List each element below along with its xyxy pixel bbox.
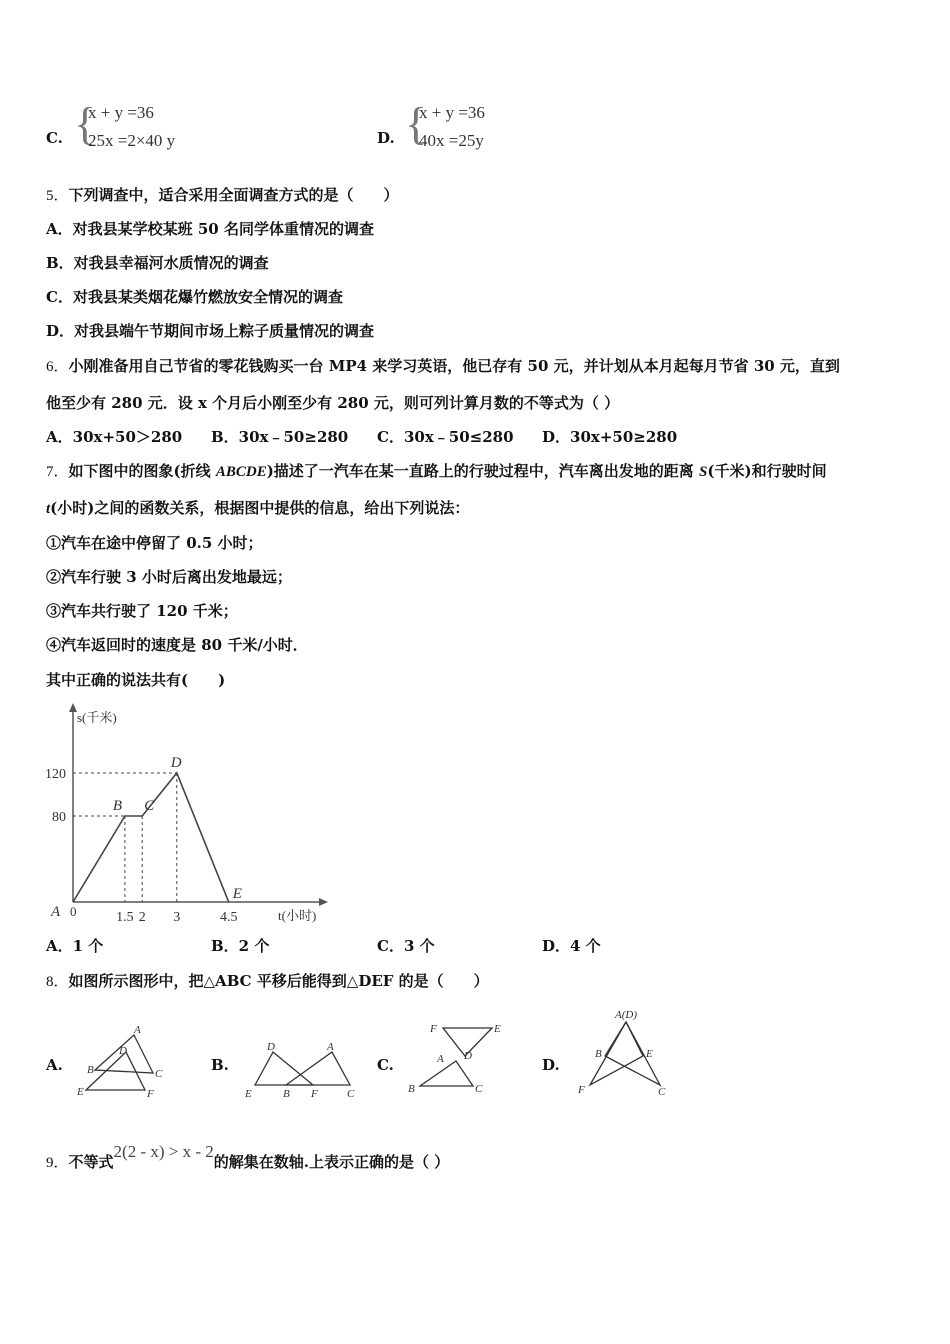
point-label: C <box>658 1086 666 1098</box>
brace-icon: { <box>405 98 428 149</box>
point-label: A <box>437 1053 444 1065</box>
brace-icon: { <box>74 98 97 149</box>
point-label: C <box>347 1088 355 1100</box>
y-tick-label: 80 <box>52 810 66 825</box>
q7-statement-1: ①汽车在途中停留了 0.5 小时； <box>46 534 263 552</box>
point-label: A <box>134 1024 141 1036</box>
point-label-E: E <box>232 886 242 902</box>
point-label-B: B <box>112 798 123 814</box>
q4-c-eq2: 25x =2×40 y <box>88 131 176 150</box>
point-label-D: D <box>170 755 182 771</box>
q4-option-d-label: D. <box>377 129 395 147</box>
q8-option-a-label: A. <box>46 1056 63 1074</box>
point-label: B <box>595 1048 602 1060</box>
q7-number: 7． <box>46 464 69 480</box>
q5-text: 下列调查中，适合采用全面调查方式的是（ ） <box>68 186 399 204</box>
point-label: F <box>578 1084 585 1096</box>
distance-time-graph <box>40 700 340 930</box>
q6-stem-line2: 他至少有 280 元．设 x 个月后小刚至少有 280 元，则可列计算月数的不等式为（ ） <box>46 394 620 412</box>
q9-text-pre: 不等式 <box>68 1153 114 1171</box>
x-tick-label: 1.5 <box>116 910 134 925</box>
q7-option-b: B．2 个 <box>211 937 270 955</box>
q8-option-c-label: C. <box>377 1056 394 1074</box>
q9-number: 9． <box>46 1155 69 1171</box>
point-label: B <box>87 1064 94 1076</box>
q5-stem <box>46 185 399 206</box>
q8-figure-d <box>570 1005 680 1100</box>
q8-text: 如图所示图形中，把△ABC 平移后能得到△DEF 的是（ ） <box>68 972 489 990</box>
q9-formula: 2(2 - x) > x - 2 <box>113 1142 214 1161</box>
q6-option-b: B．30x﹣50≥280 <box>211 428 349 446</box>
point-label-C: C <box>144 798 155 814</box>
x-tick-label: 3 <box>173 910 181 925</box>
q8-option-d-label: D. <box>542 1056 560 1074</box>
q4-d-eq2: 40x =25y <box>419 131 484 150</box>
q5-option-a: A．对我县某学校某班 50 名同学体重情况的调查 <box>46 220 374 238</box>
q8-stem <box>46 971 489 992</box>
q9-stem <box>46 1142 450 1173</box>
q7-option-c: C．3 个 <box>377 937 435 955</box>
point-label: F <box>430 1023 437 1035</box>
q7-statement-3: ③汽车共行驶了 120 千米； <box>46 602 238 620</box>
y-axis-arrow-icon <box>69 703 77 712</box>
q8-figure-a <box>75 1020 185 1105</box>
point-label: E <box>494 1023 501 1035</box>
q7-text-a: 如下图中的图象(折线 <box>68 462 216 480</box>
q5-option-d: D．对我县端午节期间市场上粽子质量情况的调查 <box>46 322 375 340</box>
point-label: B <box>283 1088 290 1100</box>
q7-statement-4: ④汽车返回时的速度是 80 千米/小时． <box>46 636 308 654</box>
q8-figure-b <box>240 1035 365 1105</box>
q6-option-d: D．30x+50≥280 <box>542 428 678 446</box>
point-label: D <box>267 1041 275 1053</box>
x-axis-label: t(小时) <box>278 908 317 923</box>
q7-text-s: S <box>699 464 708 480</box>
point-label: E <box>646 1048 653 1060</box>
q7-text-abcde: ABCDE <box>215 464 267 480</box>
q8-figure-c <box>400 1018 515 1103</box>
point-label: C <box>475 1083 483 1095</box>
point-label: B <box>408 1083 415 1095</box>
q4-d-eq1: x + y =36 <box>419 103 485 122</box>
point-label: E <box>245 1088 252 1100</box>
q7-stem-line2 <box>46 498 469 519</box>
triangle-def <box>255 1052 313 1085</box>
q7-text-t: t <box>46 501 51 517</box>
q8-option-b-label: B. <box>211 1056 229 1074</box>
q7-question: 其中正确的说法共有( ) <box>46 671 226 689</box>
point-label: A(D) <box>615 1009 637 1021</box>
y-axis-label: s(千米) <box>77 710 117 725</box>
q6-option-a: A．30x+50＞280 <box>46 428 183 446</box>
q5-number: 5． <box>46 188 69 204</box>
q6-stem-line1 <box>46 356 840 377</box>
point-label: C <box>155 1068 163 1080</box>
point-label: A <box>327 1041 334 1053</box>
origin-label: 0 <box>70 904 77 919</box>
q6-text-1: 小刚准备用自己节省的零花钱购买一台 MP4 来学习英语，他已存有 50 元，并计划从本月起每月节省 30 元，直到 <box>68 357 840 375</box>
q6-number: 6． <box>46 359 69 375</box>
q7-option-d: D．4 个 <box>542 937 601 955</box>
q7-statement-2: ②汽车行驶 3 小时后离出发地最远； <box>46 568 292 586</box>
q5-option-c: C．对我县某类烟花爆竹燃放安全情况的调查 <box>46 288 343 306</box>
triangle-abc <box>286 1052 350 1085</box>
point-label: E <box>77 1086 84 1098</box>
point-label: F <box>311 1088 318 1100</box>
q7-option-a: A．1 个 <box>46 937 104 955</box>
point-label-A: A <box>51 904 61 920</box>
x-axis-arrow-icon <box>319 898 328 906</box>
q5-option-b: B．对我县幸福河水质情况的调查 <box>46 254 269 272</box>
q7-text-c: (千米)和行驶时间 <box>707 462 827 480</box>
q9-text-post: 的解集在数轴.上表示正确的是（ ） <box>213 1153 450 1171</box>
point-label: D <box>119 1045 127 1057</box>
q4-option-c-label: C. <box>46 129 63 147</box>
point-label: D <box>464 1050 472 1062</box>
q7-stem-line1 <box>46 461 827 482</box>
point-label: F <box>147 1088 154 1100</box>
series-line <box>73 773 229 902</box>
q8-number: 8． <box>46 974 69 990</box>
x-tick-label: 2 <box>138 910 146 925</box>
q7-text-b: )描述了一汽车在某一直路上的行驶过程中，汽车离出发地的距离 <box>266 462 700 480</box>
q7-text-2: (小时)之间的函数关系，根据图中提供的信息，给出下列说法： <box>50 499 470 517</box>
triangle-abc <box>420 1061 473 1086</box>
q6-option-c: C．30x﹣50≤280 <box>377 428 514 446</box>
y-tick-label: 120 <box>45 767 66 782</box>
q4-c-eq1: x + y =36 <box>88 103 154 122</box>
x-tick-label: 4.5 <box>219 910 238 925</box>
